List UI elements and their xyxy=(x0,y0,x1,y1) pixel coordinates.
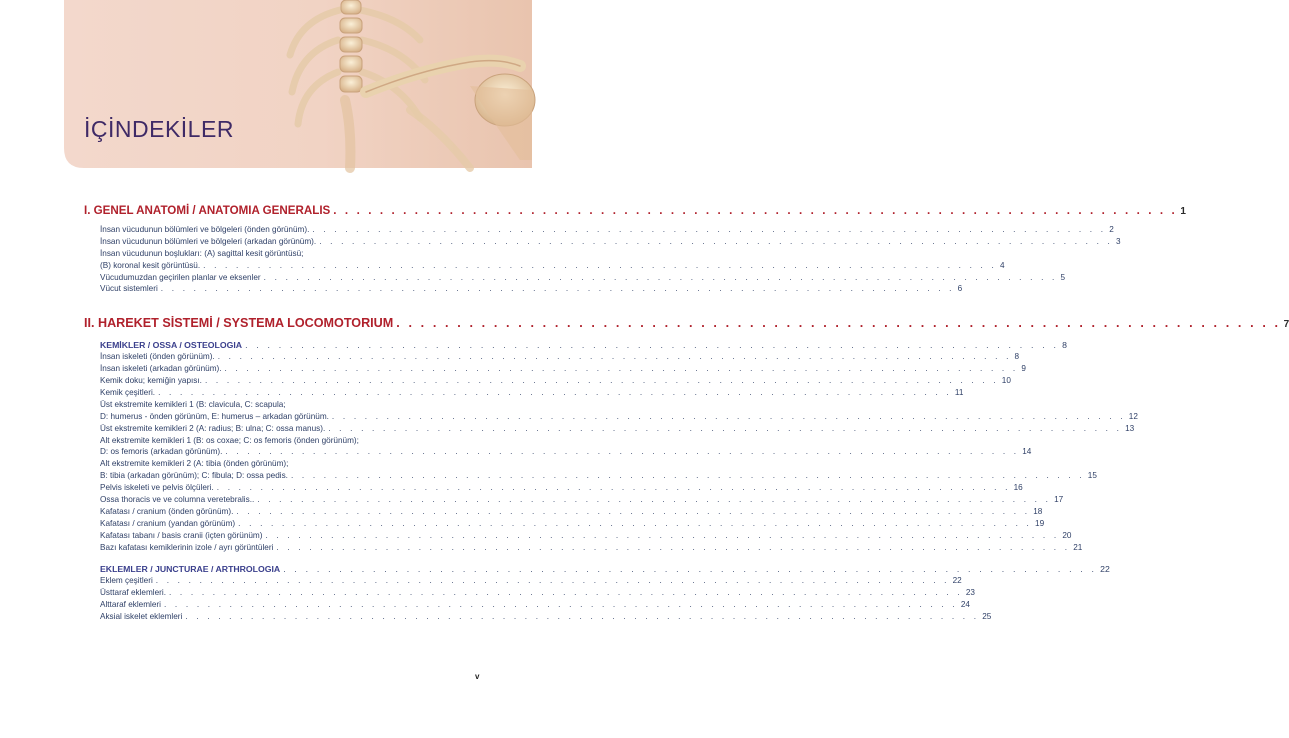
entry-page: 25 xyxy=(982,612,992,622)
toc-entry[interactable] xyxy=(84,272,1066,284)
leader-dots: . . . . . . . . . . . . . . . . . . . . . . . . . . . . . . . . . . . . . . . . . . . . . . . . . . . . . . . . . . . . . . . . . . . . . . . . . xyxy=(263,272,1058,282)
leader-dots: . . . . . . . . . . . . . . . . . . . . . . . . . . . . . . . . . . . . . . . . . . . . . . . . . . . . . . . . . . . . . . . . . . . . . . . . . xyxy=(163,600,958,610)
leader-dots: . . . . . . . . . . . . . . . . . . . . . . . . . . . . . . . . . . . . . . . . . . . . . . . . . . . . . . . . . . . . . . . . . . . . . . . . . xyxy=(265,530,1060,540)
leader-dots: . . . . . . . . . . . . . . . . . . . . . . . . . . . . . . . . . . . . . . . . . . . . . . . . . . . . . . . . . . . . . . . . . . . . . . . . . xyxy=(204,376,999,386)
leader-dots: . . . . . . . . . . . . . . . . . . . . . . . . . . . . . . . . . . . . . . . . . . . . . . . . . . . . . . . . . . . . . . . . . . . . . . . . . xyxy=(217,352,1012,362)
leader-dots: . . . . . . . . . . . . . . . . . . . . . . . . . . . . . . . . . . . . . . . . . . . . . . . . . . . . . . . . . . . . . . . . . . . . . . . . . xyxy=(312,225,1107,234)
leader-dots: . . . . . . . . . . . . . . . . . . . . . . . . . . . . . . . . . . . . . . . . . . . . . . . . . . . . . . . . . . . . . . . . . . . . . . . . . xyxy=(185,612,980,622)
entry-text: Bazı kafatası kemiklerinin izole / ayrı görüntüleri xyxy=(100,542,274,552)
leader-dots: . . . . . . . . . . . . . . . . . . . . . . . . . . . . . . . . . . . . . . . . . . . . . . . . . . . . . . . . . . . . . . . . . . . . . . . . . xyxy=(224,364,1019,374)
entry-page: 15 xyxy=(1087,471,1097,481)
entry-text: (B) koronal kesit görüntüsü. xyxy=(100,260,201,270)
entry-text: İnsan vücudunun bölümleri ve bölgeleri (arkadan görünüm). xyxy=(100,236,317,246)
entry-text: Kemik çeşitleri. xyxy=(100,388,156,398)
toc-entry[interactable] xyxy=(84,387,964,399)
entry-page: 23 xyxy=(965,588,975,598)
entry-page: 5 xyxy=(1060,272,1066,282)
toc-entry[interactable] xyxy=(84,575,962,587)
subsection-title: KEMİKLER / OSSA / OSTEOLOGIA xyxy=(100,340,243,351)
leader-dots: . . . . . . . . . . . . . . . . . . . . . . . . . . . . . . . . . . . . . . . . . . . . . . . . . . . . . . . . . . . . . . . . . . . . . . . . . xyxy=(283,564,1098,575)
page-number: v xyxy=(475,672,480,681)
toc-entry[interactable] xyxy=(84,518,1045,530)
entry-text: B: tibia (arkadan görünüm); C: fibula; D: ossa pedis. xyxy=(100,471,288,481)
entry-text: Pelvis iskeleti ve pelvis ölçüleri. xyxy=(100,483,214,493)
subsection-page: 22 xyxy=(1100,564,1110,575)
entry-text: Üsttaraf eklemleri. xyxy=(100,588,166,598)
leader-dots: . . . . . . . . . . . . . . . . . . . . . . . . . . . . . . . . . . . . . . . . . . . . . . . . . . . . . . . . . . . . . . . . . . . . . . . . . xyxy=(160,284,955,294)
entry-text: D: humerus - önden görünüm, E: humerus – arkadan görünüm. xyxy=(100,411,329,421)
leader-dots: . . . . . . . . . . . . . . . . . . . . . . . . . . . . . . . . . . . . . . . . . . . . . . . . . . . . . . . . . . . . . . . . . . . . . . . . . xyxy=(155,576,950,586)
leader-dots: . . . . . . . . . . . . . . . . . . . . . . . . . . . . . . . . . . . . . . . . . . . . . . . . . . . . . . . . . . . . . . . . . . . . . . . . . xyxy=(158,388,952,398)
section-title: II. HAREKET SİSTEMİ / SYSTEMA LOCOMOTORIUM xyxy=(84,316,394,331)
toc-entry[interactable] xyxy=(84,530,1072,542)
leader-dots: . . . . . . . . . . . . . . . . . . . . . . . . . . . . . . . . . . . . . . . . . . . . . . . . . . . . . . . . . . . . . . . . . . . . . . . . . xyxy=(333,204,1178,217)
leader-dots: . . . . . . . . . . . . . . . . . . . . . . . . . . . . . . . . . . . . . . . . . . . . . . . . . . . . . . . . . . . . . . . . . . . . . . . . . xyxy=(276,542,1071,552)
entry-text-line1[interactable]: Alt ekstremite kemikleri 1 (B: os coxae; C: os femoris (önden görünüm); xyxy=(100,435,359,445)
entry-page: 3 xyxy=(1116,236,1121,246)
header-banner xyxy=(0,0,532,168)
section-page: 1 xyxy=(1180,206,1186,217)
toc-entry[interactable] xyxy=(84,375,1011,387)
section-heading[interactable] xyxy=(84,204,1186,221)
leader-dots: . . . . . . . . . . . . . . . . . . . . . . . . . . . . . . . . . . . . . . . . . . . . . . . . . . . . . . . . . . . . . . . . . . . . . . . . . xyxy=(236,506,1031,516)
toc-entry[interactable] xyxy=(84,470,1097,482)
toc-entry[interactable] xyxy=(84,506,1043,518)
entry-page: 21 xyxy=(1073,542,1083,552)
skeleton-illustration xyxy=(0,0,532,168)
entry-page: 8 xyxy=(1014,352,1020,362)
toc-entry[interactable] xyxy=(84,283,963,295)
entry-page: 18 xyxy=(1033,506,1043,516)
toc-entry[interactable] xyxy=(84,351,1020,363)
toc-entry[interactable] xyxy=(84,542,1083,554)
entry-text: Aksial iskelet eklemleri xyxy=(100,612,183,622)
subsection-heading[interactable] xyxy=(84,339,1067,351)
entry-text-line1[interactable]: Alt ekstremite kemikleri 2 (A: tibia (önden görünüm); xyxy=(100,459,289,469)
entry-text: Üst ekstremite kemikleri 2 (A: radius; B: ulna; C: ossa manus). xyxy=(100,423,326,433)
entry-text: Kafatası / cranium (yandan görünüm) xyxy=(100,518,236,528)
entry-page: 20 xyxy=(1062,530,1072,540)
entry-text: İnsan vücudunun bölümleri ve bölgeleri (önden görünüm). xyxy=(100,225,310,234)
entry-text-line1[interactable]: Üst ekstremite kemikleri 1 (B: clavicula, C: scapula; xyxy=(100,399,286,409)
entry-page: 13 xyxy=(1125,423,1135,433)
leader-dots: . . . . . . . . . . . . . . . . . . . . . . . . . . . . . . . . . . . . . . . . . . . . . . . . . . . . . . . . . . . . . . . . . . . . . . . . . xyxy=(168,588,963,598)
entry-text: Kafatası / cranium (önden görünüm). xyxy=(100,506,234,516)
entry-text-line1[interactable]: İnsan vücudunun boşlukları: (A) sagittal kesit görüntüsü; xyxy=(100,248,304,258)
subsection-heading[interactable] xyxy=(84,563,1110,575)
toc-entry[interactable] xyxy=(84,363,1026,375)
leader-dots: . . . . . . . . . . . . . . . . . . . . . . . . . . . . . . . . . . . . . . . . . . . . . . . . . . . . . . . . . . . . . . . . . . . . . . . . . xyxy=(328,423,1123,433)
toc-entry[interactable] xyxy=(84,236,1121,248)
entry-page: 22 xyxy=(952,576,962,586)
entry-page: 19 xyxy=(1035,518,1045,528)
leader-dots: . . . . . . . . . . . . . . . . . . . . . . . . . . . . . . . . . . . . . . . . . . . . . . . . . . . . . . . . . . . . . . . . . . . . . . . . . xyxy=(319,236,1114,246)
leader-dots: . . . . . . . . . . . . . . . . . . . . . . . . . . . . . . . . . . . . . . . . . . . . . . . . . . . . . . . . . . . . . . . . . . . . . . . . . xyxy=(331,411,1126,421)
entry-text: İnsan iskeleti (önden görünüm). xyxy=(100,352,215,362)
section-heading[interactable] xyxy=(84,316,1289,334)
entry-text: Vücudumuzdan geçirilen planlar ve eksenler xyxy=(100,272,261,282)
entry-page: 6 xyxy=(957,284,963,294)
leader-dots: . . . . . . . . . . . . . . . . . . . . . . . . . . . . . . . . . . . . . . . . . . . . . . . . . . . . . . . . . . . . . . . . . . . . . . . . . xyxy=(396,316,1281,331)
entry-text: Eklem çeşitleri xyxy=(100,576,153,586)
toc-entry[interactable] xyxy=(84,423,1135,435)
toc-entry[interactable] xyxy=(84,224,1114,236)
toc-entry[interactable] xyxy=(84,611,992,623)
entry-text: D: os femoris (arkadan görünüm). xyxy=(100,447,223,457)
table-of-contents xyxy=(84,204,1289,623)
toc-entry[interactable] xyxy=(84,599,970,611)
entry-page: 24 xyxy=(960,600,970,610)
leader-dots: . . . . . . . . . . . . . . . . . . . . . . . . . . . . . . . . . . . . . . . . . . . . . . . . . . . . . . . . . . . . . . . . . . . . . . . . . xyxy=(257,495,1052,505)
subsection-title: EKLEMLER / JUNCTURAE / ARTHROLOGIA xyxy=(100,564,281,575)
leader-dots: . . . . . . . . . . . . . . . . . . . . . . . . . . . . . . . . . . . . . . . . . . . . . . . . . . . . . . . . . . . . . . . . . . . . . . . . . xyxy=(216,483,1011,493)
entry-page: 16 xyxy=(1013,483,1023,493)
entry-page: 12 xyxy=(1128,411,1138,421)
leader-dots: . . . . . . . . . . . . . . . . . . . . . . . . . . . . . . . . . . . . . . . . . . . . . . . . . . . . . . . . . . . . . . . . . . . . . . . . . xyxy=(203,260,997,270)
toc-entry[interactable] xyxy=(84,494,1064,506)
toc-entry[interactable] xyxy=(84,446,1032,458)
entry-text: Vücut sistemleri xyxy=(100,284,158,294)
toc-entry[interactable] xyxy=(84,411,1138,423)
entry-text: Kemik doku; kemiğin yapısı. xyxy=(100,376,202,386)
entry-text: Kafatası tabanı / basis cranii (içten görünüm) xyxy=(100,530,263,540)
section-title: I. GENEL ANATOMİ / ANATOMIA GENERALIS xyxy=(84,204,331,217)
entry-text: Ossa thoracis ve ve columna veretebralis.. xyxy=(100,495,255,505)
entry-page: 10 xyxy=(1001,376,1011,386)
entry-page: 4 xyxy=(999,260,1005,270)
entry-page: 9 xyxy=(1021,364,1026,374)
leader-dots: . . . . . . . . . . . . . . . . . . . . . . . . . . . . . . . . . . . . . . . . . . . . . . . . . . . . . . . . . . . . . . . . . . . . . . . . . xyxy=(290,471,1085,481)
page-title: İÇİNDEKİLER xyxy=(84,116,234,142)
subsection-page: 8 xyxy=(1062,340,1067,351)
entry-page: 17 xyxy=(1054,495,1064,505)
toc-entry[interactable] xyxy=(84,260,1005,272)
leader-dots: . . . . . . . . . . . . . . . . . . . . . . . . . . . . . . . . . . . . . . . . . . . . . . . . . . . . . . . . . . . . . . . . . . . . . . . . . xyxy=(245,340,1060,351)
toc-entry[interactable] xyxy=(84,482,1023,494)
leader-dots: . . . . . . . . . . . . . . . . . . . . . . . . . . . . . . . . . . . . . . . . . . . . . . . . . . . . . . . . . . . . . . . . . . . . . . . . . xyxy=(238,518,1033,528)
leader-dots: . . . . . . . . . . . . . . . . . . . . . . . . . . . . . . . . . . . . . . . . . . . . . . . . . . . . . . . . . . . . . . . . . . . . . . . . . xyxy=(225,447,1020,457)
entry-text: Alttaraf eklemleri xyxy=(100,600,161,610)
section-page: 7 xyxy=(1283,319,1289,331)
toc-entry[interactable] xyxy=(84,587,975,599)
entry-page: 2 xyxy=(1109,225,1114,234)
entry-text: İnsan iskeleti (arkadan görünüm). xyxy=(100,364,222,374)
entry-page: 11 xyxy=(954,388,964,398)
entry-page: 14 xyxy=(1022,447,1032,457)
